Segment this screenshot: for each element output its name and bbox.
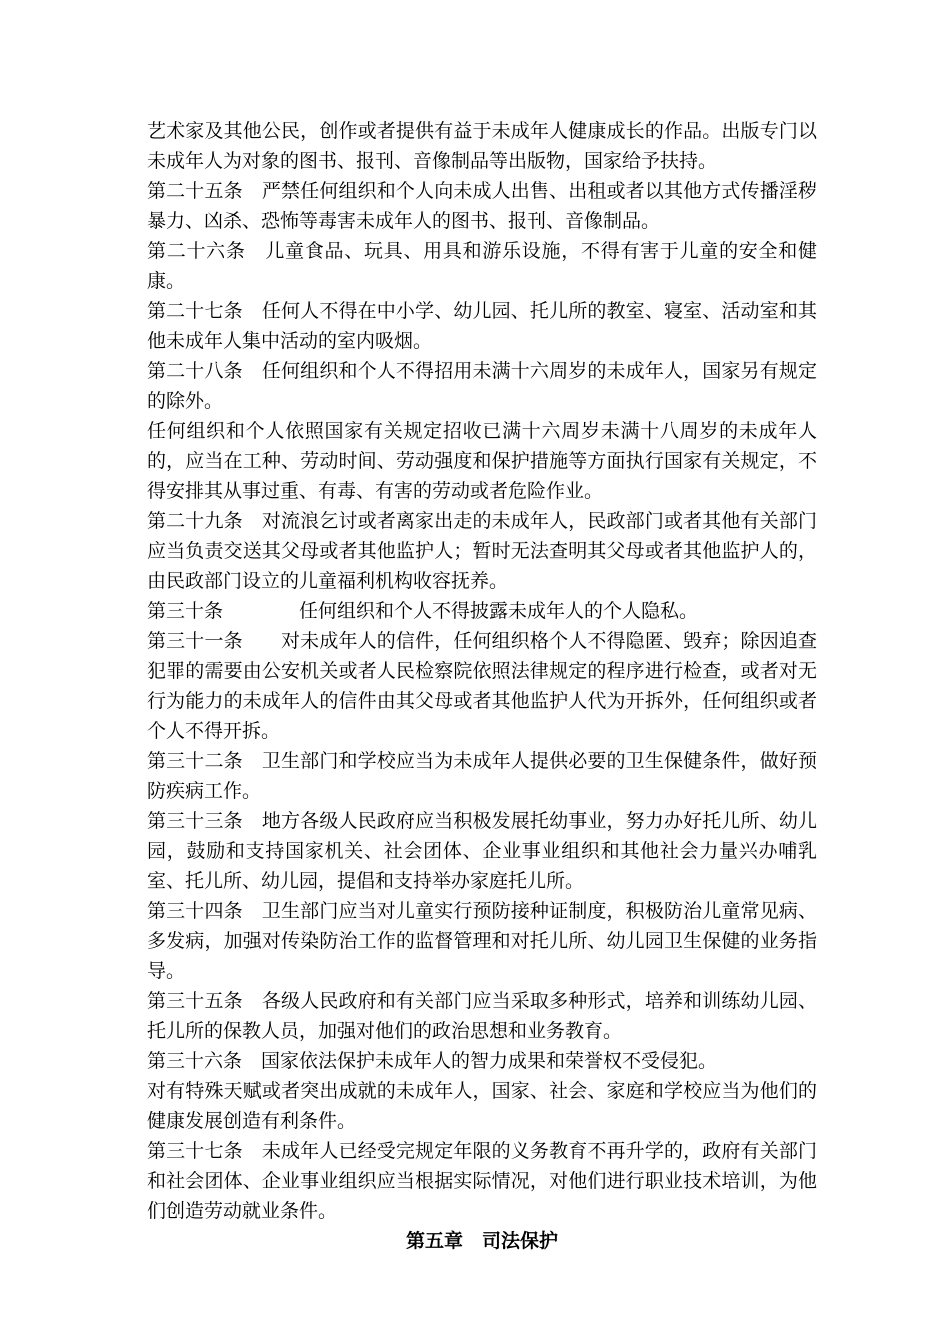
article-26: 第二十六条 儿童食品、玩具、用具和游乐设施，不得有害于儿童的安全和健康。 [147, 240, 817, 292]
article-28-clause-2: 任何组织和个人依照国家有关规定招收已满十六周岁未满十八周岁的未成年人的，应当在工种、劳动时间、劳动强度和保护措施等方面执行国家有关规定，不得安排其从事过重、有毒、有害的劳动或者危险作业。 [147, 420, 817, 502]
article-31: 第三十一条 对未成年人的信件，任何组织格个人不得隐匿、毁弃；除因追查犯罪的需要由公安机关或者人民检察院依照法律规定的程序进行检查，或者对无行为能力的未成年人的信件由其父母或者其他监护人代为开拆外，任何组织或者个人不得开拆。 [147, 630, 817, 742]
document-body [147, 116, 817, 1256]
article-36: 第三十六条 国家依法保护未成年人的智力成果和荣誉权不受侵犯。 [147, 1050, 718, 1072]
article-28: 第二十八条 任何组织和个人不得招用未满十六周岁的未成年人，国家另有规定的除外。 [147, 360, 817, 412]
article-34: 第三十四条 卫生部门应当对儿童实行预防接种证制度，积极防治儿童常见病、多发病，加强对传染防治工作的监督管理和对托儿所、幼儿园卫生保健的业务指导。 [147, 900, 817, 982]
article-32: 第三十二条 卫生部门和学校应当为未成年人提供必要的卫生保健条件，做好预防疾病工作。 [147, 750, 817, 802]
chapter-heading: 第五章 司法保护 [405, 1230, 558, 1252]
article-25: 第二十五条 严禁任何组织和个人向未成人出售、出租或者以其他方式传播淫秽暴力、凶杀、恐怖等毒害未成年人的图书、报刊、音像制品。 [147, 180, 817, 232]
paragraph-continuation: 艺术家及其他公民，创作或者提供有益于未成年人健康成长的作品。出版专门以未成年人为对象的图书、报刊、音像制品等出版物，国家给予扶持。 [147, 120, 817, 172]
article-29: 第二十九条 对流浪乞讨或者离家出走的未成年人，民政部门或者其他有关部门应当负责交送其父母或者其他监护人；暂时无法查明其父母或者其他监护人的，由民政部门设立的儿童福利机构收容抚养。 [147, 510, 817, 592]
article-33: 第三十三条 地方各级人民政府应当积极发展托幼事业，努力办好托儿所、幼儿园，鼓励和支持国家机关、社会团体、企业事业组织和其他社会力量兴办哺乳室、托儿所、幼儿园，提倡和支持举办家庭托儿所。 [147, 810, 817, 892]
article-27: 第二十七条 任何人不得在中小学、幼儿园、托儿所的教室、寝室、活动室和其他未成年人集中活动的室内吸烟。 [147, 300, 817, 352]
article-30: 第三十条 任何组织和个人不得披露未成年人的个人隐私。 [147, 600, 699, 622]
article-35: 第三十五条 各级人民政府和有关部门应当采取多种形式，培养和训练幼儿园、托儿所的保教人员，加强对他们的政治思想和业务教育。 [147, 990, 817, 1042]
article-37: 第三十七条 未成年人已经受完规定年限的义务教育不再升学的，政府有关部门和社会团体、企业事业组织应当根据实际情况，对他们进行职业技术培训，为他们创造劳动就业条件。 [147, 1140, 817, 1222]
article-36-clause-2: 对有特殊天赋或者突出成就的未成年人，国家、社会、家庭和学校应当为他们的健康发展创造有利条件。 [147, 1080, 817, 1132]
